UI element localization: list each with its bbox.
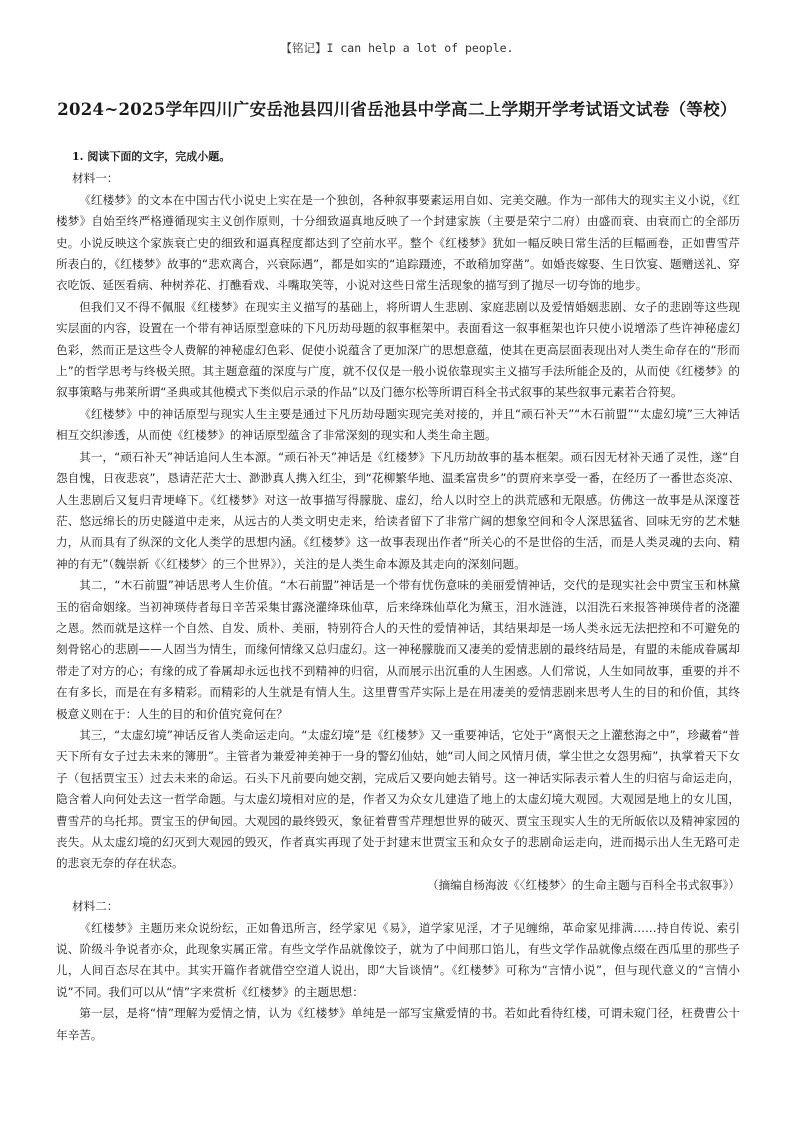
material-1-source: （摘编自杨海波《〈红楼梦〉的生命主题与百科全书式叙事》）	[426, 877, 740, 892]
material-1-paragraph: 但我们又不得不佩服《红楼梦》在现实主义描写的基础上，将所谓人生悲剧、家庭悲剧以及爱情婚姻悲剧、女子的悲剧等这些现实层面的内容，设置在一个带有神话原型意味的下凡历劫母题的叙事框架中。表面看这一叙事框架也许只使小说增添了些许神秘虚幻色彩，然而正是这些令人费解的神秘虚幻色彩、促使小说蕴含了更加深广的思想意蕴，使其在更高层面表现出对人类生命存在的“形而上”的哲学思考与终极关照。其主题意蕴的深度与广度，就不仅仅是一般小说依靠现实主义描写手法所能企及的，从而使《红楼梦》的叙事策略与弗莱所谓“圣典或其他模式下类似启示录的作品”以及门德尔松等所谓百科全书式叙事的某些叙事元素若合符契。	[56, 299, 740, 400]
material-2-label: 材料二：	[72, 899, 119, 914]
material-2-paragraph: 《红楼梦》主题历来众说纷纭，正如鲁迅所言，经学家见《易》，道学家见淫，才子见缠绵，革命家见排满……持自传说、索引说、阶级斗争说者亦众，此现象实属正常。有些文学作品就像饺子，就为了中间那口馅儿，有些文学作品就像点缀在西瓜里的那些子儿，人间百态尽在其中。其实开篇作者就借空空道人说出，即“大旨谈情”。《红楼梦》可称为“言情小说”，但与现代意义的“言情小说”不同。我们可以从“情”字来赏析《红楼梦》的主题思想：	[56, 920, 740, 999]
exam-title: 2024~2025学年四川广安岳池县四川省岳池县中学高二上学期开学考试语文试卷（等校）	[57, 100, 737, 119]
material-1-paragraph: 其二，“木石前盟”神话思考人生价值。“木石前盟”神话是一个带有忧伤意味的美丽爱情神话，交代的是现实社会中贾宝玉和林黛玉的宿命姻缘。当初神瑛侍者每日辛苦采集甘露浇灌绛珠仙草，后来绛珠仙草化为黛玉，泪水涟涟，以泪洗石来报答神瑛侍者的浇灌之恩。然而就是这样一个自然、自发、质朴、美丽，特别符合人的天性的爱情神话，其结果却是一场人类永远无法把控和不可避免的刻骨铭心的悲剧——人固当为情生，而缘何情缘又总归虚幻。这一神秘朦胧而又凄美的爱情悲剧的最终结局是，有盟的未能成眷属却带走了对方的心；有缘的成了眷属却永远也找不到精神的归宿，从而展示出沉重的人生困惑。人们常说，人生如同故事，重要的并不在有多长，而是在有多精彩。而精彩的人生就是有情人生。这里曹雪芹实际上是在用凄美的爱情悲剧来思考人生的目的和价值，其终极意义则在于：人生的目的和价值究竟何在？	[56, 578, 740, 721]
material-1-label: 材料一：	[72, 171, 119, 186]
material-1-paragraph: 其三，“太虚幻境”神话反省人类命运走向。“太虚幻境”是《红楼梦》又一重要神话，它处于“离恨天之上灌愁海之中”，珍藏着“普天下所有女子过去未来的簿册”。主管者为兼爱神美神于一身的警幻仙姑，她“司人间之风情月债，掌尘世之女怨男痴”，执掌着天下女子（包括贾宝玉）过去未来的命运。石头下凡前要向她交割，完成后又要向她去销号。这一神话实际表示着人生的归宿与命运走向，隐含着人向何处去这一哲学命题。与太虚幻境相对应的是，作者又为众女儿建造了地上的太虚幻境大观园。大观园是地上的女儿国，曹雪芹的乌托邦。贾宝玉的伊甸园。大观园的最终毁灭，象征着曹雪芹理想世界的破灭、贾宝玉现实人生的无所皈依以及精神家园的丧失。从太虚幻境的幻灭到大观园的毁灭，作者真实再现了处于封建末世贾宝玉和众女子的悲剧命运走向，进而揭示出人生无路可走的悲哀无奈的存在状态。	[56, 727, 740, 871]
page-header-motto: 【铭记】I can help a lot of people.	[280, 41, 514, 55]
material-1-paragraph: 《红楼梦》中的神话原型与现实人生主要是通过下凡历劫母题实现完美对接的，并且“顽石补天”“木石前盟”“太虚幻境”三大神话相互交织渗透，从而使《红楼梦》的神话原型蕴含了非常深刻的现实和人类生命主题。	[56, 406, 740, 443]
material-1-paragraph: 其一，“顽石补天”神话追问人生本源。“顽石补天”神话是《红楼梦》下凡历劫故事的基本框架。顽石因无材补天通了灵性，遂“自怨自愧，日夜悲哀”，恳请茫茫大士、渺渺真人携入红尘，到“花柳繁华地、温柔富贵乡”的贾府来享受一番，在经历了一番世态炎凉、人生悲剧后又复归青埂峰下。《红楼梦》对这一故事描写得朦胧、虚幻，给人以时空上的洪荒感和无限感。仿佛这一故事是从深邃苍茫、悠远绵长的历史隧道中走来，从远古的人类文明史走来，给读者留下了非常广阔的想象空间和令人深思猛省、回味无穷的艺术魅力，从而具有了纵深的文化人类学的思想内涵。《红楼梦》这一故事表现出作者“所关心的不是世俗的生活，而是人类灵魂的去向、精神的有无”（魏崇新《〈红楼梦〉的三个世界》），关注的是人类生命本源及其走向的深刻问题。	[56, 449, 740, 571]
material-2-paragraph: 第一层，是将“情”理解为爱情之情，认为《红楼梦》单纯是一部写宝黛爱情的书。若如此看待红楼，可谓未窥门径，枉费曹公十年辛苦。	[56, 1006, 740, 1042]
document-body	[56, 146, 740, 1046]
material-1-paragraph: 《红楼梦》的文本在中国古代小说史上实在是一个独创，各种叙事要素运用自如、完美交融。作为一部伟大的现实主义小说，《红楼梦》自始至终严格遵循现实主义创作原则，十分细致逼真地反映了一个封建家族（主要是荣宁二府）由盛而衰、由衰而亡的全部历史。小说反映这个家族衰亡史的细致和逼真程度都达到了空前水平。整个《红楼梦》犹如一幅反映日常生活的巨幅画卷，正如曹雪芹所表白的，《红楼梦》故事的“悲欢离合，兴衰际遇”，都是如实的“追踪蹑迹，不敢稍加穿凿”。如婚丧嫁娶、生日饮宴、题赠送礼、穿衣吃饭、延医看病、种树养花、打醮看戏、斗嘴取笑等，小说对这些日常生活现象的描写到了抛尽一切夸饰的地步。	[56, 192, 740, 293]
question-intro: 1. 阅读下面的文字，完成小题。	[72, 150, 231, 163]
